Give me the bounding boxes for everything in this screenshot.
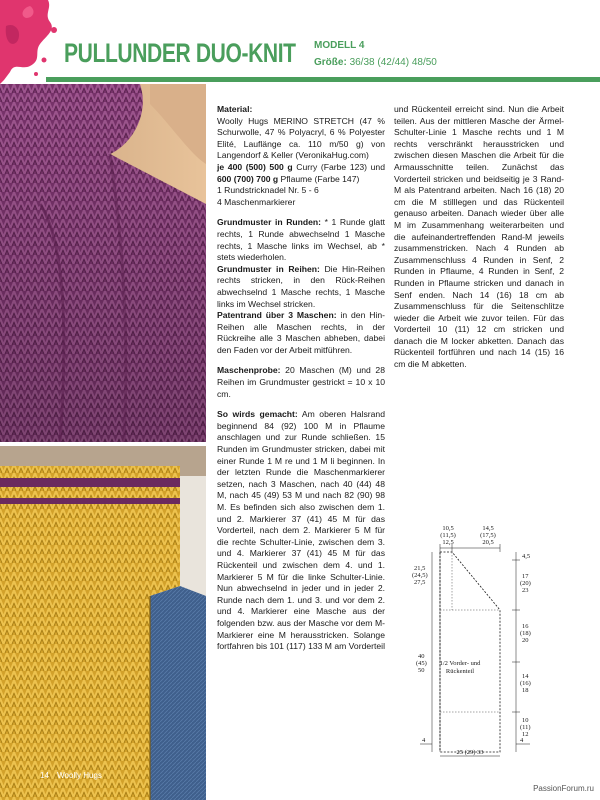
- dim-right-d-2: (11): [520, 724, 531, 731]
- dim-right-top: 4,5: [522, 553, 531, 560]
- material-text: Woolly Hugs MERINO STRETCH (47 % Schurwolle, 47 % Polyacryl, 6 % Polyester Elité, Lauflänge ca. 110 m/50 g) von Langendorf & Keller (VeronikaHug.com): [217, 115, 385, 161]
- dim-top-left-1: 10,5: [442, 525, 454, 532]
- pattern-rows-text: Die Hin-Reihen rechts stricken, in den Rück-Reihen abwechselnd 1 Masche rechts, 1 Masche links im Wechsel stricken.: [217, 263, 385, 309]
- watermark: PassionForum.ru: [533, 784, 594, 793]
- dim-bottom-right: 4: [520, 737, 524, 744]
- pattern-edge: [217, 310, 385, 356]
- dim-right-a-3: 23: [522, 587, 529, 594]
- dim-left-upper-1: 21,5: [414, 565, 426, 572]
- pattern-edge-text: in den Hin-Reihen alle Maschen rechts, in der Rückreihe alle 3 Maschen abheben, dabei den Faden vor der Arbeit mitführen.: [217, 310, 386, 355]
- header-divider: [46, 77, 600, 82]
- dim-left-upper-3: 27,5: [414, 579, 426, 586]
- brand-name: Woolly Hugs: [57, 771, 102, 780]
- gauge-text: 20 Maschen (M) und 28 Reihen im Grundmuster gestrickt = 10 x 10 cm.: [217, 365, 385, 399]
- text-column-left: [217, 104, 385, 662]
- dim-top-left-3: 12,5: [442, 539, 454, 546]
- yarn-amount-curry: je 400 (500) 500 g: [217, 161, 293, 172]
- dim-right-a-1: 17: [522, 573, 529, 580]
- dim-right-a-2: (20): [520, 580, 531, 587]
- dim-bottom-left: 4: [422, 737, 426, 744]
- dim-bottom-width: 25 (29) 33: [456, 749, 484, 756]
- text-column-right: [394, 104, 564, 380]
- dim-left-lower-2: (45): [416, 660, 427, 667]
- schematic-label-1: 1/2 Vorder- und: [439, 660, 481, 667]
- dim-left-lower-1: 40: [418, 653, 425, 660]
- pattern-rounds: [217, 217, 385, 263]
- instructions-section: [217, 409, 385, 652]
- dim-right-d-3: 12: [522, 731, 529, 738]
- dim-top-left-2: (11,5): [440, 532, 456, 539]
- dim-top-right-2: (17,5): [480, 532, 496, 539]
- instructions-text-part1: Am oberen Halsrand beginnend 84 (92) 100 M in Pflaume anschlagen und zur Runde schließen. 15 Runden im Grundmuster stricken, dabei mit einer Runde 1 M re und 1 M li beginnen. In der letzten Runde die Maschenmarkierer setzen, nach 3 Maschen, nach 40 (44) 48 M, nach 45 (49) 53 M und nach 82 (90) 98 M. Es befinden sich also zwischen dem 1. und 2. Markierer 37 (41) 45 M für das Vorderteil, nach dem 2. Markierer 5 M für die rechte Schulter-Linie, zwischen dem 3. und 4. Markierer 37 (41) 45 M für das Rückenteil und zwischen dem 4. und 1. Markierer 5 M für die linke Schulter-Linie. Nun abwechselnd in jeder und in jeder 2. Runde nach dem 1. und 3. und vor dem 2. und 4. Markierer eine Masche aus der folgenden bzw. aus der Masche vor dem M-Markierer eine M herausstricken. Solange fortfahren bis 101 (117) 133 M am Vorderteil: [217, 409, 385, 652]
- model-info: [314, 40, 437, 68]
- yarn-amount-plum: 600 (700) 700 g: [217, 173, 279, 184]
- garment-schematic: [412, 522, 560, 758]
- pattern-rounds-text: * 1 Runde glatt rechts, 1 Runde abwechselnd 1 Masche rechts, 1 Masche links im Wechsel, ab * stets wiederholen.: [217, 217, 385, 263]
- dim-right-b-2: (18): [520, 630, 531, 637]
- needle-info: 1 Rundstricknadel Nr. 5 - 6: [217, 185, 319, 196]
- page-header: [0, 0, 600, 84]
- size-values: 36/38 (42/44) 48/50: [349, 57, 437, 68]
- schematic-outline: [440, 552, 500, 752]
- dim-right-c-1: 14: [522, 673, 529, 680]
- instructions-heading: So wirds gemacht:: [217, 409, 298, 420]
- dim-right-b-1: 16: [522, 623, 529, 630]
- pattern-rows: [217, 264, 385, 310]
- dim-top-right-1: 14,5: [482, 525, 494, 532]
- dim-left-lower-3: 50: [418, 667, 425, 674]
- dim-left-upper-2: (24,5): [412, 572, 428, 579]
- pattern-rounds-heading: Grundmuster in Runden:: [217, 217, 322, 228]
- page-number: 14: [40, 771, 49, 780]
- model-number: MODELL 4: [314, 40, 365, 51]
- yarn-and: und: [370, 161, 385, 172]
- yarn-color-plum: Pflaume (Farbe 147): [278, 173, 360, 184]
- page-title: PULLUNDER DUO-KNIT: [64, 38, 296, 68]
- dim-right-c-2: (16): [520, 680, 531, 687]
- yarn-color-curry: Curry (Farbe 123): [292, 161, 368, 172]
- dim-right-b-3: 20: [522, 637, 529, 644]
- page-footer: [40, 771, 108, 780]
- pattern-rows-heading: Grundmuster in Reihen:: [217, 263, 320, 274]
- schematic-label-2: Rückenteil: [445, 668, 475, 675]
- pink-paint-splash-icon: [0, 0, 62, 84]
- instructions-continued: und Rückenteil erreicht sind. Nun die Arbeit teilen. Aus der mittleren Masche der Ärmel-Schulter-Linie 1 Masche rechts und 1 M rechts verschränkt herausstricken und zwischen diesen Maschen die Arbeit für die Armausschnitte teilen. Zunächst das Vorderteil stricken und beidseitig je 3 Rand-M als Patentrand arbeiten. Nach 16 (18) 20 cm die M stilllegen und das Rückenteil genauso arbeiten. Danach wieder über alle M im Zusammenhang weiterarbeiten und die aufeinandertreffenden Rand-M jeweils zusammenstricken. Nach 4 Runden ab Zusammenschluss 4 Runden in Senf, 2 Runden in Pflaume, 4 Runden in Senf, 2 Runden in Pflaume stricken und danach in Senf enden. Nach 14 (16) 18 cm ab Zusammenschluss für die Seitenschlitze wieder die Arbeit wie zuvor teilen. Für das Vorderteil 10 (11) 12 cm stricken und danach die M locker abketten. Danach das Rückenteil fortführen und nach 14 (15) 16 cm die M abketten.: [394, 104, 564, 370]
- photo-curry-knit-side-slit: [0, 446, 206, 800]
- size-label: Größe:: [314, 57, 347, 68]
- material-section: [217, 104, 385, 208]
- pattern-edge-heading: Patentrand über 3 Maschen:: [217, 310, 337, 321]
- dim-right-c-3: 18: [522, 687, 529, 694]
- photo-purple-knit-detail: [0, 84, 206, 442]
- material-heading: Material:: [217, 104, 253, 114]
- dim-right-d-1: 10: [522, 717, 529, 724]
- dim-top-right-3: 20,5: [482, 539, 494, 546]
- marker-info: 4 Maschenmarkierer: [217, 196, 296, 207]
- size-line: [314, 57, 437, 68]
- gauge-heading: Maschenprobe:: [217, 365, 281, 376]
- gauge-section: [217, 365, 385, 400]
